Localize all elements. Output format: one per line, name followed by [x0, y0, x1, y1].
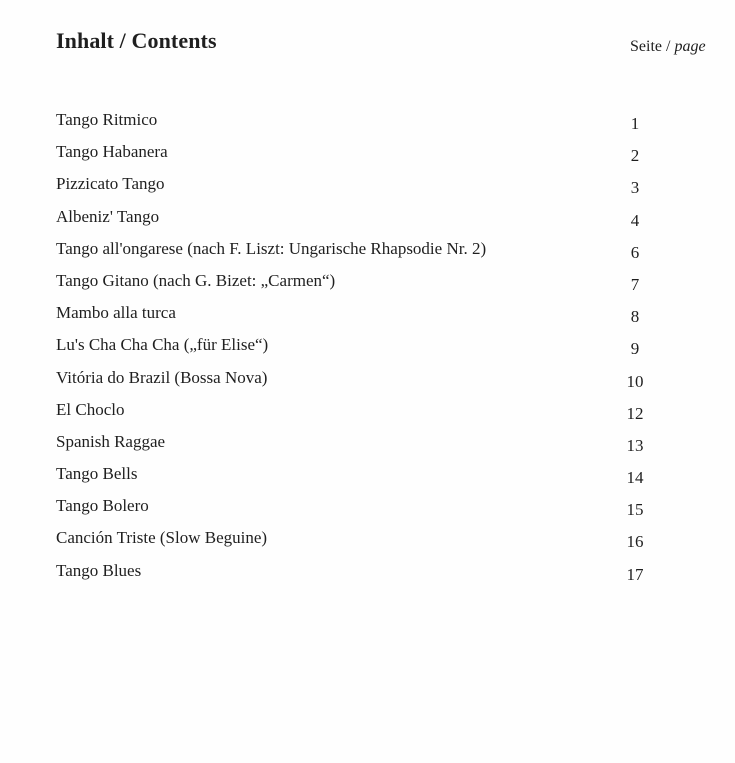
toc-entry-title: Tango Bolero [56, 496, 149, 516]
toc-entry-page: 4 [630, 210, 640, 230]
toc-entry [56, 526, 656, 558]
table-of-contents [56, 108, 656, 591]
toc-entry [56, 301, 656, 333]
toc-entry [56, 494, 656, 526]
toc-entry [56, 559, 656, 591]
toc-entry-title: Tango all'ongarese (nach F. Liszt: Ungarische Rhapsodie Nr. 2) [56, 238, 487, 258]
toc-entry [56, 237, 656, 269]
toc-entry-title: Tango Habanera [56, 142, 168, 162]
toc-entry-page: 17 [626, 564, 644, 584]
toc-entry [56, 172, 656, 204]
toc-entry [56, 269, 656, 301]
toc-entry-page: 6 [630, 242, 640, 262]
toc-entry-title: Tango Ritmico [56, 110, 158, 129]
toc-entry [56, 140, 656, 172]
toc-entry [56, 108, 656, 140]
toc-entry-page: 9 [630, 339, 640, 359]
toc-entry-title: Albeniz' Tango [56, 206, 160, 226]
toc-entry-title: Tango Bells [56, 464, 138, 484]
toc-entry-page: 3 [630, 178, 640, 198]
page-title: Inhalt / Contents [56, 28, 217, 53]
page-label-en: page [674, 38, 706, 55]
toc-entry-page: 8 [630, 307, 640, 327]
toc-entry-title: El Choclo [56, 399, 125, 419]
toc-entry-page: 10 [626, 371, 644, 391]
toc-entry [56, 430, 656, 462]
page-column-header [630, 38, 706, 56]
toc-entry-page: 1 [630, 114, 640, 133]
toc-entry-title: Vitória do Brazil (Bossa Nova) [56, 367, 268, 387]
toc-entry-page: 7 [630, 274, 640, 294]
toc-entry-title: Lu's Cha Cha Cha („für Elise“) [56, 335, 269, 355]
toc-entry-page: 15 [626, 500, 644, 520]
toc-entry-title: Mambo alla turca [56, 303, 176, 323]
toc-entry-title: Spanish Raggae [56, 431, 166, 451]
toc-entry-title: Pizzicato Tango [56, 174, 165, 194]
toc-entry [56, 205, 656, 237]
toc-entry [56, 366, 656, 398]
toc-entry-page: 2 [630, 146, 640, 166]
toc-entry-page: 14 [626, 468, 644, 488]
toc-entry [56, 462, 656, 494]
toc-entry [56, 398, 656, 430]
page-label-de: Seite / [630, 38, 671, 55]
toc-entry-page: 13 [626, 435, 644, 455]
toc-entry [56, 333, 656, 365]
toc-entry-title: Canción Triste (Slow Beguine) [56, 528, 268, 548]
toc-entry-page: 16 [626, 532, 644, 552]
toc-entry-title: Tango Blues [56, 560, 142, 580]
toc-entry-title: Tango Gitano (nach G. Bizet: „Carmen“) [56, 270, 336, 290]
toc-entry-page: 12 [626, 403, 644, 423]
